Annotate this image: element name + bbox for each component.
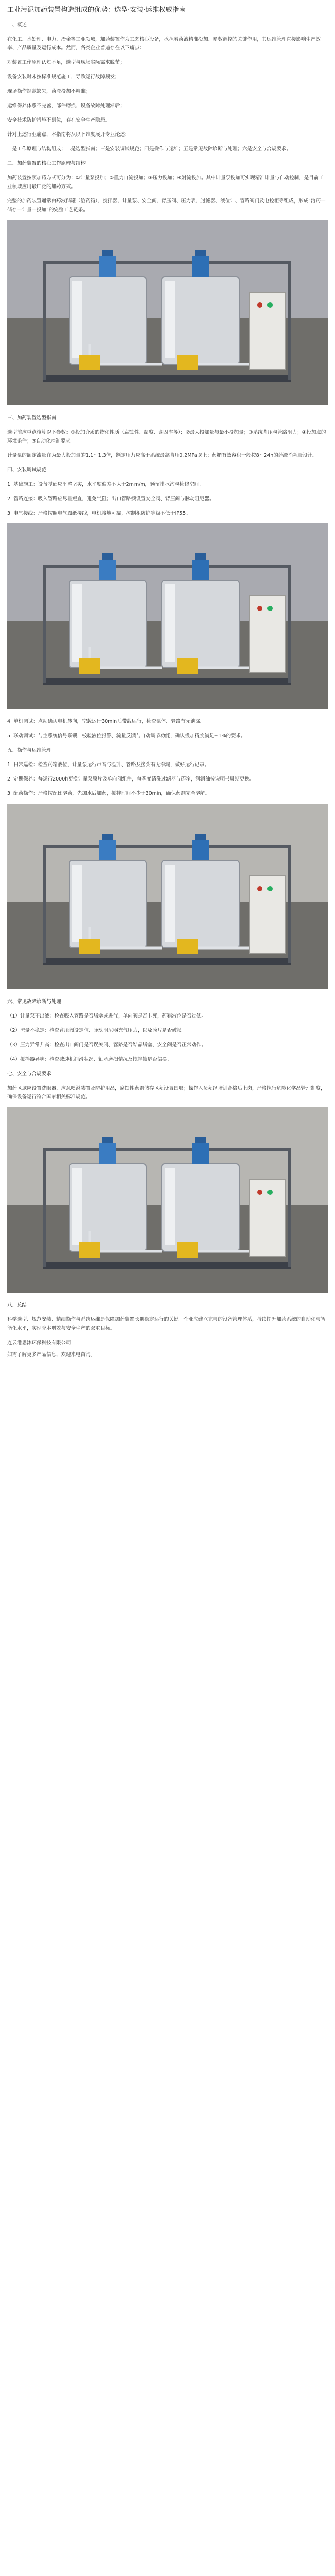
paragraph: 对装置工作原理认知不足，选型与现场实际需求脱节； bbox=[7, 60, 125, 65]
paragraph: 现场操作规范缺失，药液投加不精准； bbox=[7, 89, 91, 94]
paragraph: 3. 电气接线：严格按照电气图纸接线，电机接地可靠，控制柜防护等级不低于IP55。 bbox=[7, 511, 191, 516]
paragraph: 计量泵的额定流量宜为最大投加量的1.1～1.3倍，额定压力应高于系统最高背压0.2MPa以上；药箱有效容积一般按8～24h的药液消耗量设计。 bbox=[7, 453, 317, 459]
paragraph: 2. 管路连接：吸入管路应尽量短直，避免气阻；出口管路须设置安全阀、背压阀与脉动阻尼器。 bbox=[7, 496, 214, 502]
paragraph: 一是工作原理与结构组成；二是选型指南；三是安装调试规范；四是操作与运维；五是常见故障诊断与处理；六是安全与合规要求。 bbox=[7, 146, 292, 152]
paragraph: 4. 单机调试：点动确认电机转向，空载运行30min后带载运行，检查泵体、管路有无泄漏。 bbox=[7, 719, 206, 724]
paragraph: （4）搅拌器异响：检查减速机润滑状况、轴承磨损情况及搅拌轴是否偏摆。 bbox=[7, 1057, 172, 1062]
article-body bbox=[7, 21, 328, 1333]
paragraph: 在化工、水处理、电力、冶金等工业领域，加药装置作为工艺核心设备，承担着药液精准投加、参数调控的关键作用，其运维管理直接影响生产效率、产品质量及运行成本。然而，各类企业普遍存在以下痛点： bbox=[7, 37, 321, 51]
paragraph: 选型前应重点核算以下参数：①投加介质的物化性质（腐蚀性、黏度、含固率等）；②最大投加量与最小投加量；③系统背压与管路阻力；④投加点的环境条件；⑤自动化控制要求。 bbox=[7, 430, 326, 444]
dosing-device-photo bbox=[7, 1107, 328, 1293]
paragraph: 1. 日常巡检：检查药箱液位、计量泵运行声音与温升、管路及接头有无渗漏，做好运行记录。 bbox=[7, 762, 210, 768]
contact-line: 如需了解更多产品信息，欢迎来电咨询。 bbox=[7, 1352, 96, 1358]
paragraph: 设备安装时未按标准规范施工，导致运行故障频发； bbox=[7, 74, 120, 80]
product-photo bbox=[7, 1107, 328, 1293]
paragraph: （1）计量泵不出液：检查吸入管路是否堵塞或进气，单向阀是否卡死，药箱液位是否过低。 bbox=[7, 1013, 207, 1019]
paragraph: 安全技术防护措施不到位，存在安全生产隐患。 bbox=[7, 117, 110, 123]
article-title: 工业污泥加药装置构造组成的优势：选型·安装·运维权威指南 bbox=[7, 6, 186, 14]
section-heading: 四、安装调试规范 bbox=[7, 467, 47, 473]
section-heading: 五、操作与运维管理 bbox=[7, 748, 52, 753]
paragraph: 3. 配药操作：严格按配比溶药，先加水后加药，搅拌时间不少于30min，确保药剂完全溶解。 bbox=[7, 791, 210, 796]
product-photo bbox=[7, 523, 328, 709]
paragraph: 加药区域应设置洗眼器、应急喷淋装置及防护用品，腐蚀性药剂储存区须设置围堰；操作人员须经培训合格后上岗，严格执行危险化学品管理制度，确保设备运行符合国家相关标准规范。 bbox=[7, 1086, 326, 1100]
paragraph: 5. 联动调试：与主系统信号联锁，校验液位报警、流量反馈与自动调节功能，确认投加精度满足±1%的要求。 bbox=[7, 733, 246, 739]
section-heading: 三、加药装置选型指南 bbox=[7, 415, 57, 421]
section-heading: 七、安全与合规要求 bbox=[7, 1071, 52, 1077]
dosing-device-photo bbox=[7, 523, 328, 709]
section-heading: 八、总结 bbox=[7, 1302, 27, 1308]
paragraph: 2. 定期保养：每运行2000h更换计量泵膜片及单向阀组件，每季度清洗过滤器与药箱，润滑油按说明书周期更换。 bbox=[7, 776, 255, 782]
contact-block bbox=[7, 1338, 328, 1359]
product-photo bbox=[7, 220, 328, 405]
section-heading: 一、概述 bbox=[7, 22, 27, 28]
product-photo bbox=[7, 804, 328, 989]
section-heading: 二、加药装置的核心工作原理与结构 bbox=[7, 161, 86, 166]
paragraph: 1. 基础施工：设备基础应平整坚实，水平度偏差不大于2mm/m，预留排水沟与检修空间。 bbox=[7, 482, 204, 487]
dosing-device-photo bbox=[7, 220, 328, 405]
paragraph: 运维保养体系不完善，部件磨损、设备故障处理滞后； bbox=[7, 103, 125, 109]
contact-line: 连云港思沐环保科技有限公司 bbox=[7, 1340, 71, 1346]
paragraph: 针对上述行业痛点，本指南将从以下维度展开专业论述： bbox=[7, 132, 130, 138]
paragraph: 加药装置按照加药方式可分为：①计量泵投加；②重力自流投加；③压力投加；④射流投加。其中计量泵投加可实现精准计量与自动控制，是目前工业领域应用最广泛的加药方式。 bbox=[7, 175, 324, 190]
dosing-device-photo bbox=[7, 804, 328, 989]
paragraph: （2）流量不稳定：检查背压阀设定值、脉动阻尼器充气压力，以及膜片是否破损。 bbox=[7, 1028, 187, 1033]
section-heading: 六、常见故障诊断与处理 bbox=[7, 999, 61, 1005]
paragraph: 科学选型、规范安装、精细操作与系统运维是保障加药装置长期稳定运行的关键。企业应建立完善的设备管理体系，持续提升加药系统的自动化与智能化水平，实现降本增效与安全生产的双重目标。 bbox=[7, 1317, 326, 1331]
paragraph: 完整的加药装置通常由药液储罐（溶药箱）、搅拌器、计量泵、安全阀、背压阀、压力表、过滤器、液位计、管路阀门及电控柜等组成，形成“溶药—储存—计量—投加”的完整工艺链条。 bbox=[7, 198, 326, 213]
paragraph: （3）压力异常升高：检查出口阀门是否误关闭、管路是否结晶堵塞，安全阀是否正常动作。 bbox=[7, 1042, 207, 1048]
